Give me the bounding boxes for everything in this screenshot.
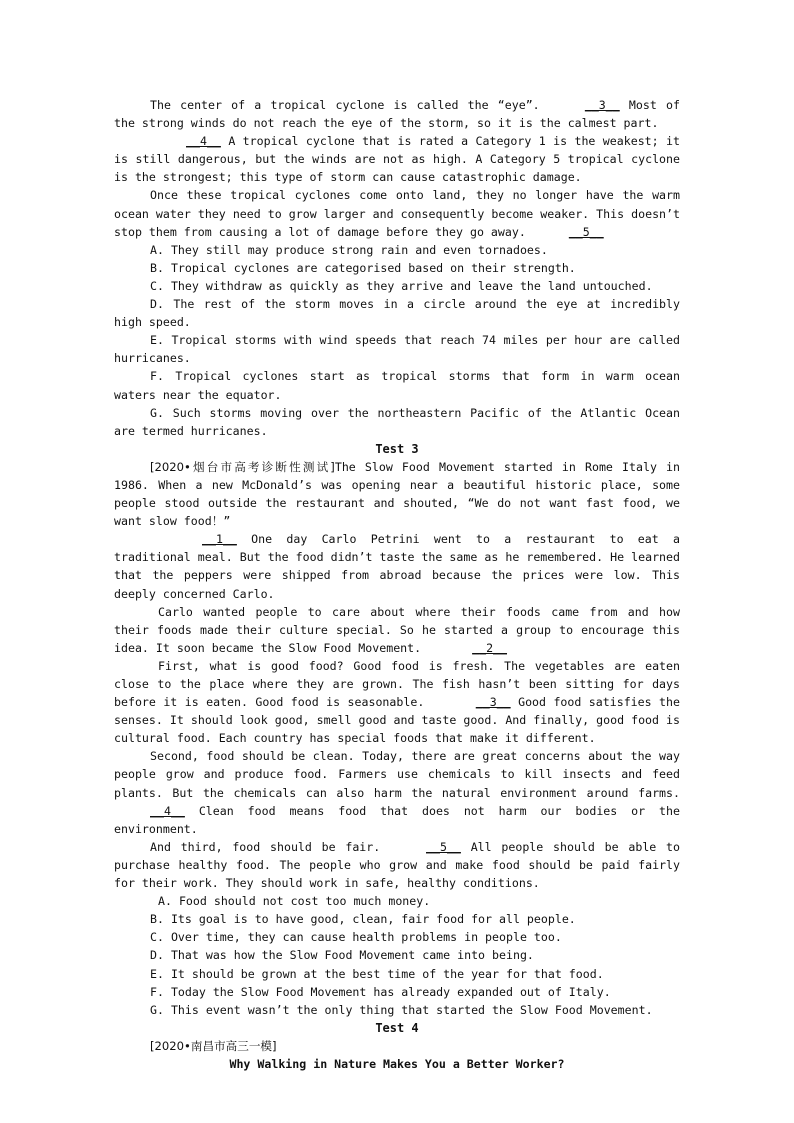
t2-option-f: F. Tropical cyclones start as tropical storms that form in warm ocean waters near the equator. bbox=[114, 369, 680, 402]
document-page bbox=[114, 96, 680, 1073]
t3-option-c: C. Over time, they can cause health problems in people too. bbox=[150, 930, 562, 945]
text: And third, food should be fair. bbox=[150, 839, 381, 854]
blank-5: __5__ bbox=[426, 839, 461, 854]
t2-paragraph-2 bbox=[114, 132, 680, 186]
text: Most of the strong winds do not reach the eye of the storm, so it is the calmest part. bbox=[114, 98, 680, 131]
text: First, what is good food? Good food is fresh. The vegetables are eaten close to the place where they are grown. The fish hasn’t been sitting for days before it is eaten. Good food is seasonable. bbox=[114, 658, 680, 710]
text: A tropical cyclone that is rated a Category 1 is the weakest; it is still dangerous, but the winds are not as high. A Category 5 tropical cyclone is the strongest; this type of storm can cause catastrophic damage. bbox=[114, 134, 680, 185]
source-label: [2020•烟台市高考诊断性测试] bbox=[150, 459, 335, 474]
blank-5: __5__ bbox=[568, 224, 604, 239]
text: Once these tropical cyclones come onto land, they no longer have the warm ocean water they need to grow larger and consequently become weaker. This doesn’t stop them from causing a lot of damage before they go away. bbox=[114, 188, 680, 239]
blank-3: __3__ bbox=[584, 98, 620, 112]
blank-4: __4__ bbox=[150, 803, 185, 818]
t3-option-g: G. This event wasn’t the only thing that started the Slow Food Movement. bbox=[150, 1002, 653, 1017]
t3-option-e: E. It should be grown at the best time of the year for that food. bbox=[150, 966, 604, 981]
blank-3: __3__ bbox=[475, 695, 511, 710]
t2-option-a: A. They still may produce strong rain and even tornadoes. bbox=[150, 242, 548, 257]
t2-option-g: G. Such storms moving over the northeastern Pacific of the Atlantic Ocean are termed hurricanes. bbox=[114, 405, 680, 438]
t4-article-title: Why Walking in Nature Makes You a Better Worker? bbox=[229, 1056, 565, 1071]
t2-option-c: C. They withdraw as quickly as they arrive and leave the land untouched. bbox=[150, 278, 653, 293]
t2-paragraph-3 bbox=[114, 186, 680, 240]
t3-paragraph-6 bbox=[114, 838, 680, 892]
t3-option-a: A. Food should not cost too much money. bbox=[158, 894, 431, 909]
t3-option-d: D. That was how the Slow Food Movement came into being. bbox=[150, 948, 534, 963]
blank-2: __2__ bbox=[472, 640, 508, 655]
text: The Slow Food Movement started in Rome Italy in 1986. When a new McDonald’s was opening near a beautiful historic place, some people stood outside the restaurant and shouted, “We do not want fast food, we want slow food！” bbox=[114, 459, 680, 529]
t3-paragraph-1 bbox=[114, 458, 680, 530]
test3-heading: Test 3 bbox=[375, 441, 419, 456]
text: Second, food should be clean. Today, there are great concerns about the way people grow and produce food. Farmers use chemicals to kill insects and feed plants. But the chemicals can also harm the natural environment around farms. bbox=[114, 749, 680, 800]
t2-paragraph-1 bbox=[114, 96, 680, 132]
t3-option-b: B. Its goal is to have good, clean, fair food for all people. bbox=[150, 912, 576, 927]
blank-4: __4__ bbox=[186, 134, 221, 149]
t3-paragraph-3 bbox=[114, 603, 680, 657]
t4-source: [2020•南昌市高三一模] bbox=[150, 1038, 277, 1053]
text: All people should be able to purchase healthy food. The people who grow and make food should be paid fairly for their work. They should work in safe, healthy conditions. bbox=[114, 839, 680, 891]
test4-heading: Test 4 bbox=[375, 1020, 419, 1035]
text: The center of a tropical cyclone is called the “eye”. bbox=[150, 98, 540, 112]
t3-paragraph-5 bbox=[114, 747, 680, 837]
text: Carlo wanted people to care about where their foods came from and how their foods made their culture special. So he started a group to encourage this idea. It soon became the Slow Food Movement. bbox=[114, 604, 680, 655]
text: Clean food means food that does not harm our bodies or the environment. bbox=[114, 803, 680, 836]
t2-option-e: E. Tropical storms with wind speeds that reach 74 miles per hour are called hurricanes. bbox=[114, 333, 680, 366]
t2-option-d: D. The rest of the storm moves in a circle around the eye at incredibly high speed. bbox=[114, 297, 680, 330]
blank-1: __1__ bbox=[202, 532, 237, 547]
t2-option-b: B. Tropical cyclones are categorised based on their strength. bbox=[150, 260, 576, 275]
text: One day Carlo Petrini went to a restaurant to eat a traditional meal. But the food didn’t taste the same as he remembered. He learned that the peppers were shipped from abroad because the prices were low. This deeply concerned Carlo. bbox=[114, 532, 680, 601]
text: Good food satisfies the senses. It should look good, smell good and taste good. And finally, good food is cultural food. Each country has special foods that make it different. bbox=[114, 695, 680, 746]
t3-paragraph-2 bbox=[114, 530, 680, 602]
t3-option-f: F. Today the Slow Food Movement has already expanded out of Italy. bbox=[150, 984, 611, 999]
t3-paragraph-4 bbox=[114, 657, 680, 747]
